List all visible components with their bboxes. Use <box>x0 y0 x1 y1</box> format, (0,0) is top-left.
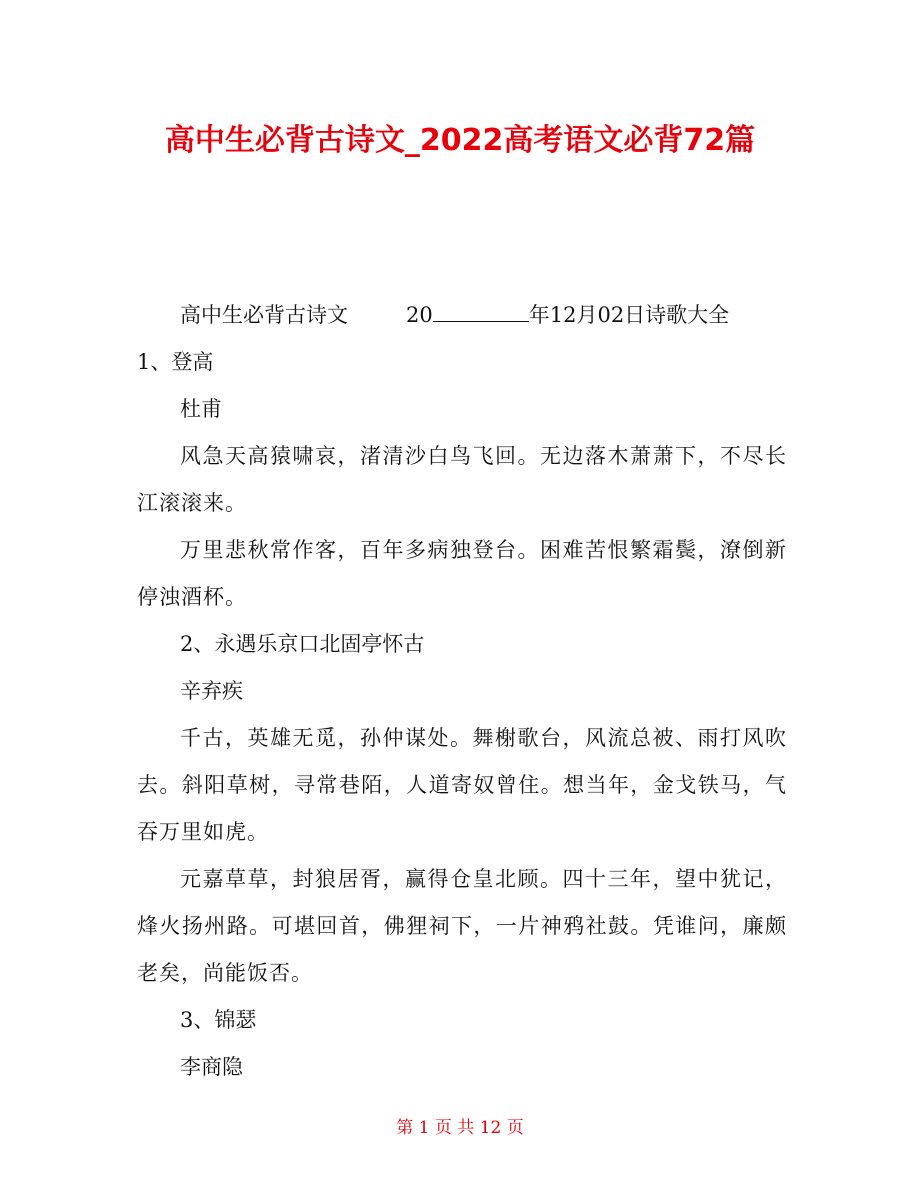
poem-paragraph: 千古，英雄无觅，孙仲谋处。舞榭歌台，风流总被、雨打风吹去。斜阳草树，寻常巷陌，人道寄奴曾住。想当年，金戈铁马，气吞万里如虎。 <box>137 726 787 844</box>
poem-paragraph: 元嘉草草，封狼居胥，赢得仓皇北顾。四十三年，望中犹记，烽火扬州路。可堪回首，佛狸祠下，一片神鸦社鼓。凭谁问，廉颇老矣，尚能饭否。 <box>137 867 787 985</box>
poem-heading-line: 杜甫 <box>180 397 222 421</box>
poem-heading-line: 1、登高 <box>137 350 214 374</box>
poem-paragraph: 万里悲秋常作客，百年多病独登台。困难苦恨繁霜鬓，潦倒新停浊酒杯。 <box>137 538 787 609</box>
poem-heading-line: 李商隐 <box>180 1055 243 1079</box>
poem-heading-line: 3、锦瑟 <box>180 1008 257 1032</box>
page-footer: 第 1 页 共 12 页 <box>396 1118 524 1138</box>
poem-heading-line: 辛弃疾 <box>180 679 243 703</box>
header-part-2: 20 <box>406 303 433 327</box>
header-line <box>137 292 787 339</box>
document-title: 高中生必背古诗文_2022高考语文必背72篇 <box>164 123 756 158</box>
header-part-1: 高中生必背古诗文 <box>180 303 348 327</box>
blank-underline <box>433 303 529 322</box>
document-body <box>137 292 787 1091</box>
header-part-3: 年12月02日诗歌大全 <box>528 303 730 327</box>
poem-paragraph: 风急天高猿啸哀，渚清沙白鸟飞回。无边落木萧萧下，不尽长江滚滚来。 <box>137 444 787 515</box>
poem-heading-line: 2、永遇乐京口北固亭怀古 <box>180 632 425 656</box>
poem-lines <box>137 339 787 1091</box>
